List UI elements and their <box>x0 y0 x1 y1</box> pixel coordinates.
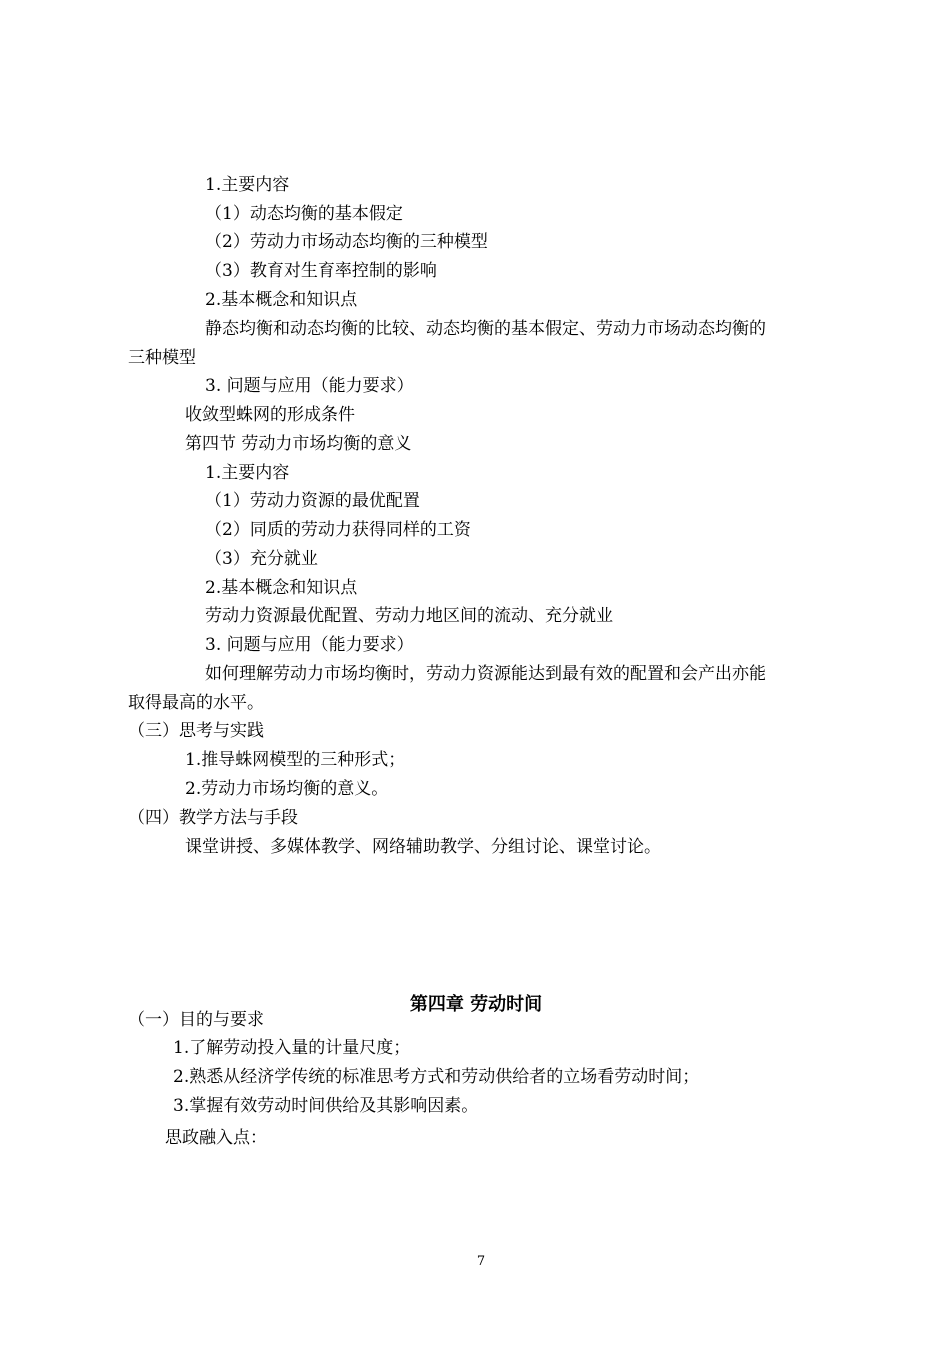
text-line: 1.了解劳动投入量的计量尺度； <box>173 1038 411 1058</box>
text-line: （3）教育对生育率控制的影响 <box>205 261 437 281</box>
text-line: （2）同质的劳动力获得同样的工资 <box>205 520 471 540</box>
text-line: 2.基本概念和知识点 <box>205 578 358 598</box>
text-line: 2.基本概念和知识点 <box>205 290 358 310</box>
text-line: 课堂讲授、多媒体教学、网络辅助教学、分组讨论、课堂讨论。 <box>185 837 661 857</box>
text-line: 取得最高的水平。 <box>128 693 264 713</box>
text-line: 静态均衡和动态均衡的比较、动态均衡的基本假定、劳动力市场动态均衡的 <box>205 319 766 339</box>
text-line: 1.主要内容 <box>205 175 290 195</box>
text-line: （2）劳动力市场动态均衡的三种模型 <box>205 232 488 252</box>
chapter-title: 第四章 劳动时间 <box>409 993 543 1015</box>
text-line: 劳动力资源最优配置、劳动力地区间的流动、充分就业 <box>205 606 613 626</box>
text-line: 收敛型蛛网的形成条件 <box>185 405 355 425</box>
text-line: （一）目的与要求 <box>128 1010 264 1030</box>
text-line: 如何理解劳动力市场均衡时，劳动力资源能达到最有效的配置和会产出亦能 <box>205 664 766 684</box>
text-line: 1.推导蛛网模型的三种形式； <box>185 750 406 770</box>
text-line: 2.熟悉从经济学传统的标准思考方式和劳动供给者的立场看劳动时间； <box>173 1067 700 1087</box>
text-line: （1）动态均衡的基本假定 <box>205 204 403 224</box>
text-line: （1）劳动力资源的最优配置 <box>205 491 420 511</box>
text-line: （三）思考与实践 <box>128 721 264 741</box>
text-line: 思政融入点： <box>165 1128 267 1148</box>
text-line: 3.掌握有效劳动时间供给及其影响因素。 <box>173 1096 479 1116</box>
text-line: 3. 问题与应用（能力要求） <box>205 376 414 396</box>
section-title: 第四节 劳动力市场均衡的意义 <box>185 434 412 454</box>
text-line: （四）教学方法与手段 <box>128 808 298 828</box>
page-number: 7 <box>476 1254 486 1269</box>
text-line: 3. 问题与应用（能力要求） <box>205 635 414 655</box>
text-line: 三种模型 <box>128 348 196 368</box>
text-line: 2.劳动力市场均衡的意义。 <box>185 779 389 799</box>
text-line: 1.主要内容 <box>205 463 290 483</box>
text-line: （3）充分就业 <box>205 549 318 569</box>
